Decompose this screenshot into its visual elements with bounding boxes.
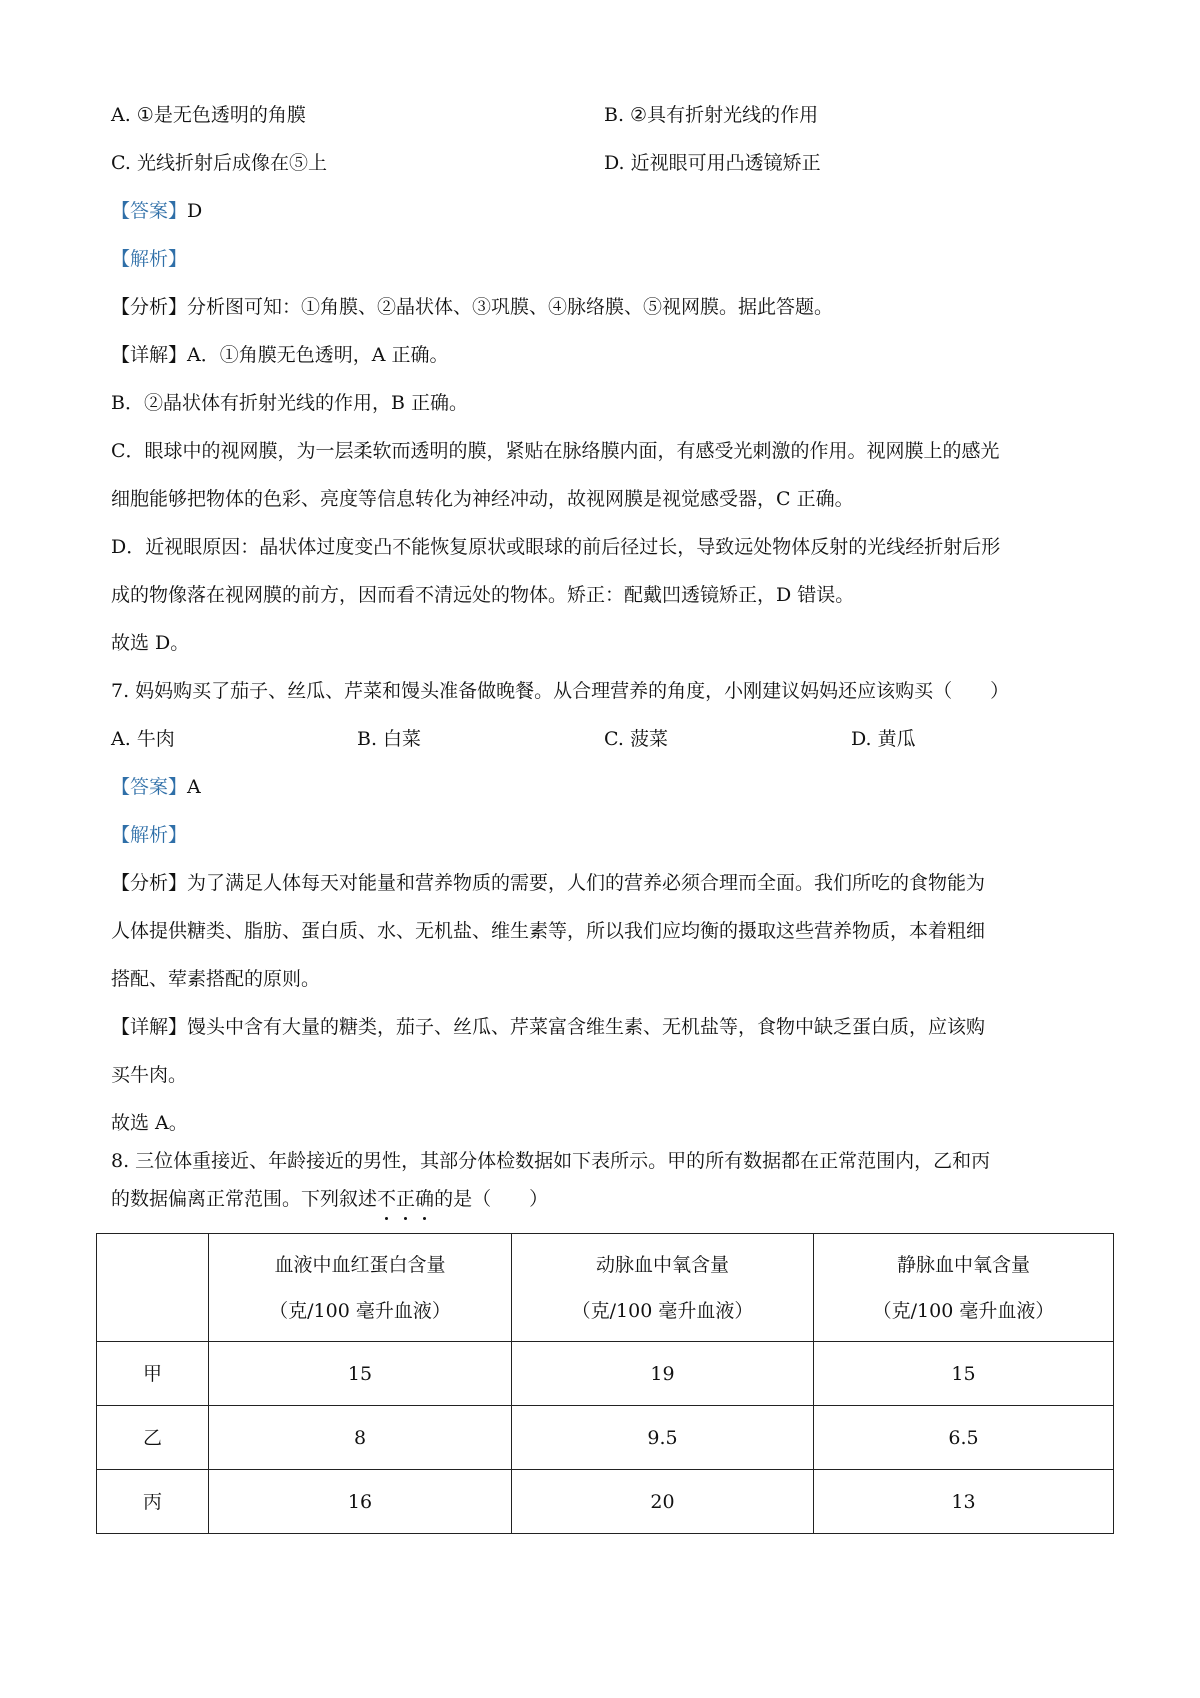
header-cell-empty <box>97 1234 209 1342</box>
header-cell <box>209 1234 512 1342</box>
header-unit: （克/100 毫升血液） <box>571 1299 754 1322</box>
table-row <box>97 1342 1114 1406</box>
q6-option-b: B. ②具有折射光线的作用 <box>604 104 819 126</box>
header-cell <box>512 1234 814 1342</box>
fenxi-tag: 【分析】 <box>111 296 188 318</box>
q6-xiangjie-c2: 细胞能够把物体的色彩、亮度等信息转化为神经冲动，故视网膜是视觉感受器，C 正确。 <box>111 488 854 510</box>
q6-xiangjie-d1: D．近视眼原因：晶状体过度变凸不能恢复原状或眼球的前后径过长，导致远处物体反射的光线经折射后形 <box>111 536 1001 558</box>
table-cell: 20 <box>512 1470 814 1534</box>
header-unit: （克/100 毫升血液） <box>872 1299 1055 1322</box>
q7-xiangjie-2: 买牛肉。 <box>111 1064 188 1086</box>
fenxi-text: 分析图可知：①角膜、②晶状体、③巩膜、④脉络膜、⑤视网膜。据此答题。 <box>187 296 834 318</box>
table-cell: 13 <box>814 1470 1114 1534</box>
q6-conclusion: 故选 D。 <box>111 632 190 654</box>
q7-option-b: B. 白菜 <box>357 728 422 750</box>
row-label: 丙 <box>97 1470 209 1534</box>
table-cell: 8 <box>209 1406 512 1470</box>
q7-fenxi-2: 人体提供糖类、脂肪、蛋白质、水、无机盐、维生素等，所以我们应均衡的摄取这些营养物质，本着粗细 <box>111 920 986 942</box>
row-label: 乙 <box>97 1406 209 1470</box>
q6-option-c: C. 光线折射后成像在⑤上 <box>111 152 327 174</box>
table-header-row <box>97 1234 1114 1342</box>
q6-xiangjie-c1: C．眼球中的视网膜，为一层柔软而透明的膜，紧贴在脉络膜内面，有感受光刺激的作用。视网膜上的感光 <box>111 440 1000 462</box>
answer-value: A <box>187 776 201 798</box>
q7-analysis-tag <box>111 822 187 848</box>
q6-fenxi <box>111 294 833 320</box>
table-cell: 6.5 <box>814 1406 1114 1470</box>
table-cell: 19 <box>512 1342 814 1406</box>
header-unit: （克/100 毫升血液） <box>269 1299 451 1322</box>
q7-fenxi-3: 搭配、荤素搭配的原则。 <box>111 968 321 990</box>
q6-xiangjie-d2: 成的物像落在视网膜的前方，因而看不清远处的物体。矫正：配戴凹透镜矫正，D 错误。 <box>111 584 855 606</box>
q7-conclusion: 故选 A。 <box>111 1112 188 1134</box>
table-cell: 15 <box>814 1342 1114 1406</box>
emphasis-char: 不 <box>377 1188 397 1210</box>
xiangjie-text: A．①角膜无色透明，A 正确。 <box>187 344 449 366</box>
q6-option-a: A. ①是无色透明的角膜 <box>111 104 306 126</box>
analysis-tag: 【解析】 <box>111 824 188 846</box>
table-cell: 9.5 <box>512 1406 814 1470</box>
q7-stem: 7. 妈妈购买了茄子、丝瓜、芹菜和馒头准备做晚餐。从合理营养的角度，小刚建议妈妈还应该购买（ ） <box>111 680 1010 702</box>
stem-text: 的是（ ） <box>434 1188 549 1210</box>
q6-xiangjie-b: B．②晶状体有折射光线的作用，B 正确。 <box>111 392 468 414</box>
q8-stem-1: 8. 三位体重接近、年龄接近的男性，其部分体检数据如下表所示。甲的所有数据都在正常范围内，乙和丙 <box>111 1150 991 1172</box>
xiangjie-text: 馒头中含有大量的糖类，茄子、丝瓜、芹菜富含维生素、无机盐等，食物中缺乏蛋白质，应该购 <box>187 1016 986 1038</box>
q6-answer <box>111 198 202 224</box>
answer-tag: 【答案】 <box>111 776 188 798</box>
q7-option-c: C. 菠菜 <box>604 728 668 750</box>
row-label: 甲 <box>97 1342 209 1406</box>
q7-option-a: A. 牛肉 <box>111 728 175 750</box>
header-cell <box>814 1234 1114 1342</box>
table-cell: 16 <box>209 1470 512 1534</box>
stem-text: 的数据偏离正常范围。下列叙述 <box>111 1188 378 1210</box>
analysis-tag: 【解析】 <box>111 248 188 270</box>
fenxi-text: 为了满足人体每天对能量和营养物质的需要，人们的营养必须合理而全面。我们所吃的食物能为 <box>187 872 986 894</box>
table-row <box>97 1406 1114 1470</box>
xiangjie-tag: 【详解】 <box>111 344 188 366</box>
checkup-data-table <box>96 1233 1114 1534</box>
q7-xiangjie-1 <box>111 1014 985 1040</box>
xiangjie-tag: 【详解】 <box>111 1016 188 1038</box>
fenxi-tag: 【分析】 <box>111 872 188 894</box>
q7-fenxi-1 <box>111 870 985 896</box>
emphasis-char: 正 <box>396 1188 416 1210</box>
header-title: 静脉血中氧含量 <box>896 1253 1030 1276</box>
emphasis-char: 确 <box>415 1188 435 1210</box>
table-cell: 15 <box>209 1342 512 1406</box>
q7-option-d: D. 黄瓜 <box>851 728 916 750</box>
table-row <box>97 1470 1114 1534</box>
q6-analysis-tag <box>111 246 187 272</box>
q8-stem-2 <box>111 1186 548 1212</box>
answer-tag: 【答案】 <box>111 200 188 222</box>
q7-answer <box>111 774 201 800</box>
header-title: 动脉血中氧含量 <box>595 1253 729 1276</box>
q6-xiangjie-a <box>111 342 449 368</box>
q6-option-d: D. 近视眼可用凸透镜矫正 <box>604 152 821 174</box>
answer-value: D <box>187 200 203 222</box>
header-title: 血液中血红蛋白含量 <box>274 1253 446 1276</box>
